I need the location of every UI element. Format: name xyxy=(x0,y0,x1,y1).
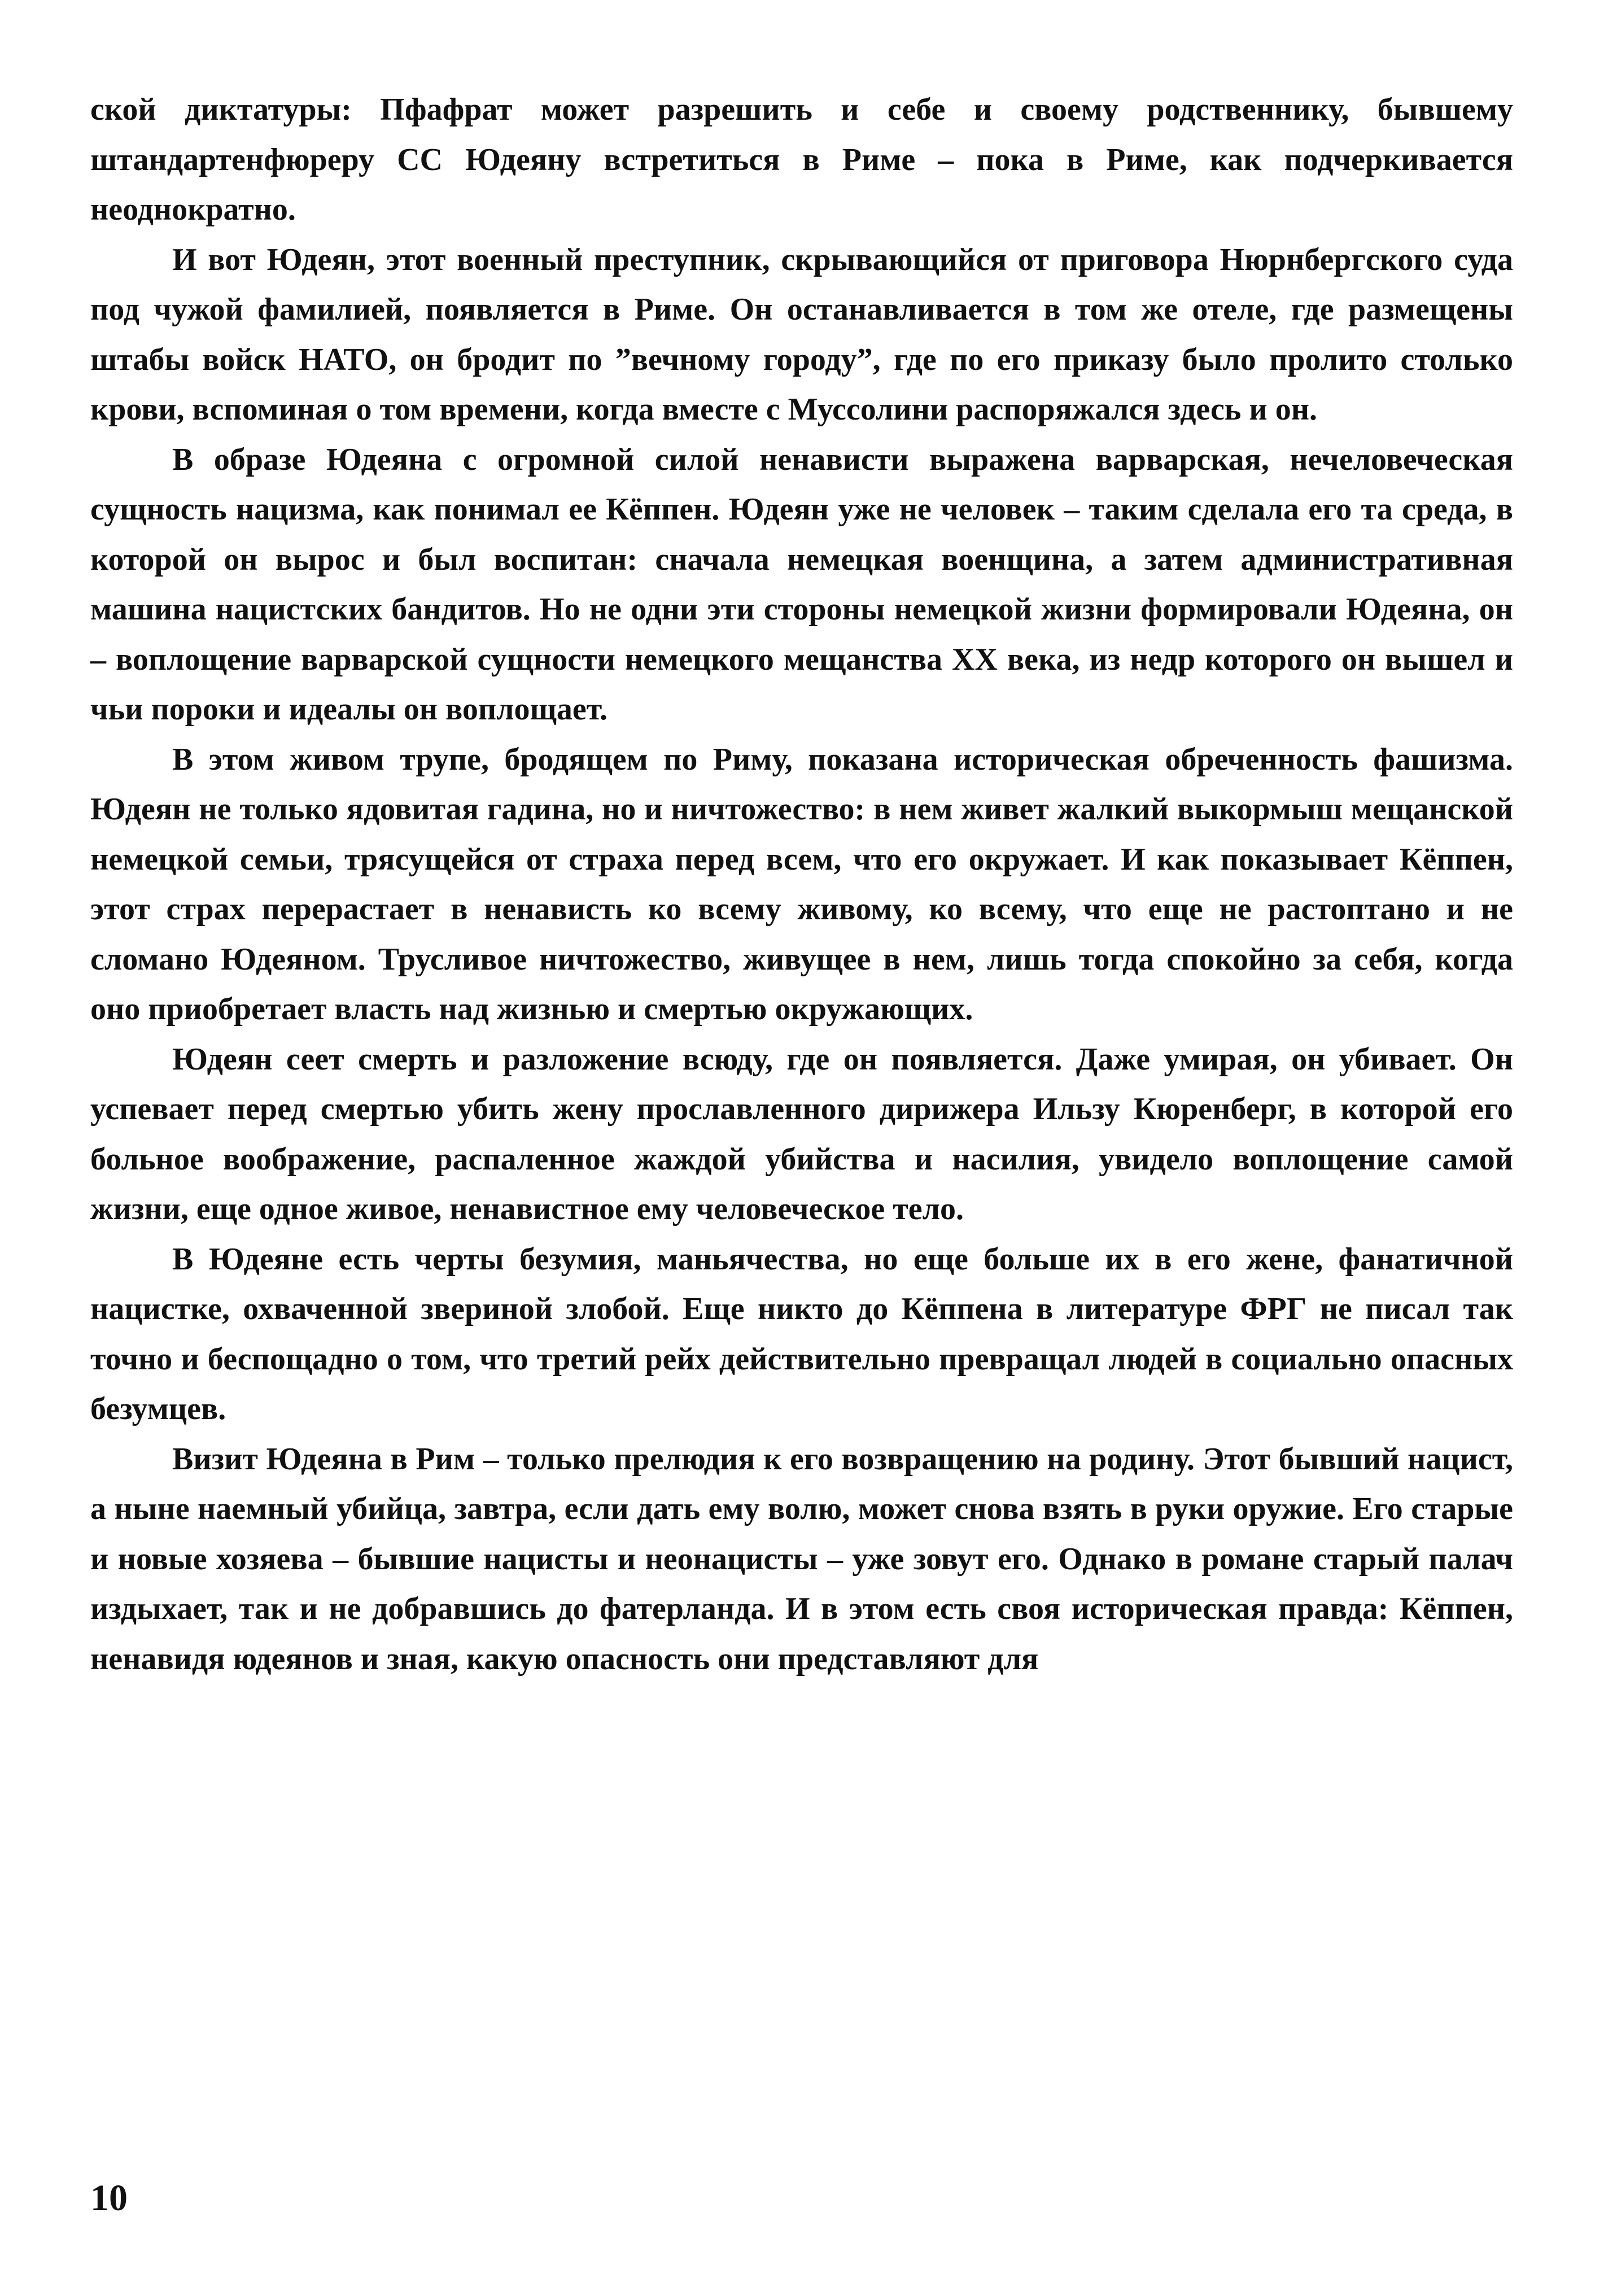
paragraph-5: Юдеян сеет смерть и разложение всюду, где он появляется. Даже умирая, он убивает. Он успевает перед смертью убить жену прославленного дирижера Ильзу Кюренберг, в которой его больное воображение, распаленное жаждой убийства и насилия, увидело воплощение самой жизни, еще одное живое, ненавистное ему человеческое тело. xyxy=(90,1041,1513,1226)
page-number: 10 xyxy=(90,2177,128,2219)
paragraph-6: В Юдеяне есть черты безумия, маньячества, но еще больше их в его жене, фанатичной нацистке, охваченной звериной злобой. Еще никто до Кёппена в литературе ФРГ не писал так точно и беспощадно о том, что третий рейх действительно превращал людей в социально опасных безумцев. xyxy=(90,1241,1513,1426)
page-body xyxy=(90,85,1513,1684)
paragraph-7: Визит Юдеяна в Рим – только прелюдия к его возвращению на родину. Этот бывший нацист, а ныне наемный убийца, завтра, если дать ему волю, может снова взять в руки оружие. Его старые и новые хозяева – бывшие нацисты и неонацисты – уже зовут его. Однако в романе старый палач издыхает, так и не добравшись до фатерланда. И в этом есть своя историческая правда: Кёппен, ненавидя юдеянов и зная, какую опасность они представляют для xyxy=(90,1441,1513,1677)
paragraph-4: В этом живом трупе, бродящем по Риму, показана историческая обреченность фашизма. Юдеян не только ядовитая гадина, но и ничтожество: в нем живет жалкий выкормыш мещанской немецкой семьи, трясущейся от страха перед всем, что его окружает. И как показывает Кёппен, этот страх перерастает в ненависть ко всему живому, ко всему, что еще не растоптано и не сломано Юдеяном. Трусливое ничтожество, живущее в нем, лишь тогда спокойно за себя, когда оно приобретает власть над жизнью и смертью окружающих. xyxy=(90,741,1513,1027)
paragraph-1: ской диктатуры: Пфафрат может разрешить и себе и своему родственнику, бывшему штандартенфюреру СС Юдеяну встретиться в Риме – пока в Риме, как подчеркивается неоднократно. xyxy=(90,92,1513,227)
paragraph-2: И вот Юдеян, этот военный преступник, скрывающийся от приговора Нюрнбергского суда под чужой фамилией, появляется в Риме. Он останавливается в том же отеле, где размещены штабы войск НАТО, он бродит по ”вечному городу”, где по его приказу было пролито столько крови, вспоминая о том времени, когда вместе с Муссолини распоряжался здесь и он. xyxy=(90,242,1513,427)
paragraph-3: В образе Юдеяна с огромной силой ненависти выражена варварская, нечеловеческая сущность нацизма, как понимал ее Кёппен. Юдеян уже не человек – таким сделала его та среда, в которой он вырос и был воспитан: сначала немецкая военщина, а затем административная машина нацистских бандитов. Но не одни эти стороны немецкой жизни формировали Юдеяна, он – воплощение варварской сущности немецкого мещанства XX века, из недр которого он вышел и чьи пороки и идеалы он воплощает. xyxy=(90,442,1513,727)
